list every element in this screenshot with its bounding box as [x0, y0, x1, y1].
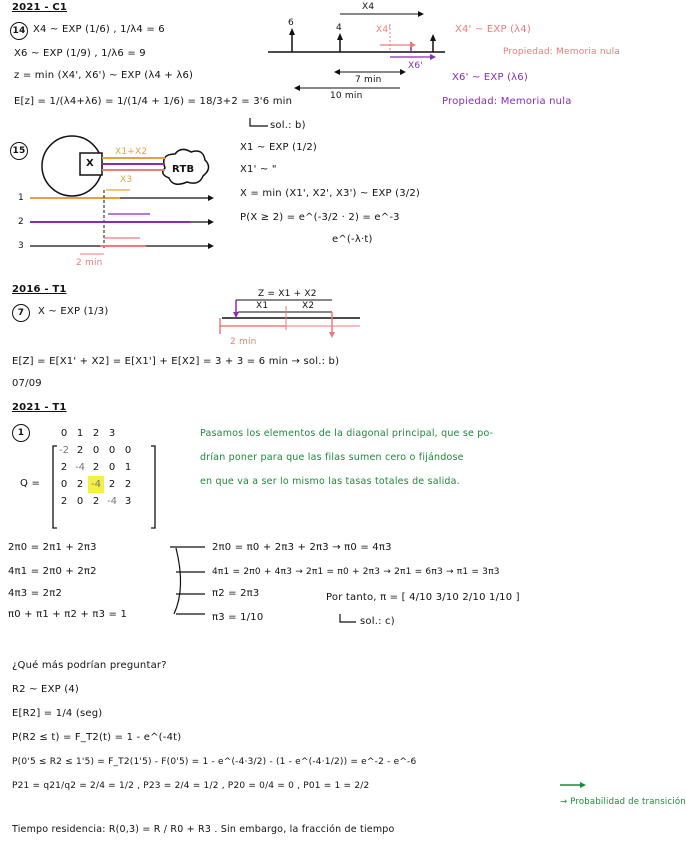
extra-l5: P21 = q21/q2 = 2/4 = 1/2 , P23 = 2/4 = 1/2 , P20 = 0/4 = 0 , P01 = 1 = 2/2 [12, 781, 370, 791]
sol-arrow-1 [340, 614, 356, 622]
pi-vector: Por tanto, π = [ 4/10 3/10 2/10 1/10 ] [326, 592, 520, 603]
p15-line-2: 2 [18, 217, 24, 227]
p15-x3: X3 [120, 175, 133, 185]
p14-line2: X6 ~ EXP (1/9) , 1/λ6 = 9 [14, 48, 146, 59]
matrix-cell: -4 [75, 462, 85, 473]
p15-r3: X = min (X1', X2', X3') ~ EXP (3/2) [240, 188, 421, 199]
p14-sol: sol.: b) [270, 120, 306, 131]
green-note-line3: en que va a ser lo mismo las tasas totales de salida. [200, 476, 460, 487]
dia-x6p: X6' [408, 61, 423, 71]
matrix-cell: -4 [107, 496, 117, 507]
problem-7-number: 7 [12, 304, 30, 322]
row-label: 2 [124, 479, 132, 490]
p14-line3: z = min (X4', X6') ~ EXP (λ4 + λ6) [14, 70, 194, 81]
matrix-cell: 0 [60, 479, 68, 490]
col-header: 1 [76, 428, 84, 439]
p7-timeline-diagram [220, 300, 360, 338]
p1-sol: sol.: c) [360, 616, 395, 627]
p7-line1: X ~ EXP (1/3) [38, 306, 109, 317]
p15-line-3: 3 [18, 241, 24, 251]
dia-7min: 7 min [355, 75, 382, 85]
row-label: 3 [124, 496, 132, 507]
matrix-cell: 0 [92, 445, 100, 456]
eq-left-4: π0 + π1 + π2 + π3 = 1 [8, 609, 128, 620]
row-label: 1 [124, 462, 132, 473]
row-label: 0 [124, 445, 132, 456]
extra-l3: P(R2 ≤ t) = F_T2(t) = 1 - e^(-4t) [12, 732, 182, 743]
extra-l6: Tiempo residencia: R(0,3) = R / R0 + R3 . Sin embargo, la fracción de tiempo [12, 824, 395, 835]
matrix-cell: 2 [76, 445, 84, 456]
note-purple1: X6' ~ EXP (λ6) [452, 72, 528, 83]
section-title-2021-t1: 2021 - T1 [12, 402, 67, 413]
problem-15-number: 15 [10, 142, 28, 160]
extra-question: ¿Qué más podrían preguntar? [12, 660, 167, 671]
eq-left-3: 4π3 = 2π2 [8, 588, 63, 599]
section-title-2021-c1: 2021 - C1 [12, 2, 68, 13]
p7-line3: 07/09 [12, 378, 42, 389]
matrix-cell: 0 [108, 445, 116, 456]
matrix-cell: 0 [108, 462, 116, 473]
p14-line4: E[z] = 1/(λ4+λ6) = 1/(1/4 + 1/6) = 18/3+2 = 3'6 min [14, 96, 293, 107]
eq-right-4: π3 = 1/10 [212, 612, 264, 623]
matrix-right-bracket [151, 446, 155, 528]
equation-arrows [170, 547, 205, 614]
col-header: 3 [108, 428, 116, 439]
matrix-cell: 2 [60, 462, 68, 473]
matrix-cell: 2 [92, 462, 100, 473]
dia-x4p: X4' [376, 25, 391, 35]
transition-matrix [56, 425, 136, 510]
dia-x4: X4 [362, 2, 375, 12]
p14-line1: X4 ~ EXP (1/6) , 1/λ4 = 6 [33, 24, 165, 35]
p15-r5: e^(-λ·t) [332, 234, 373, 245]
matrix-cell: 2 [60, 496, 68, 507]
matrix-cell: 2 [76, 479, 84, 490]
p15-r2: X1' ~ " [240, 164, 277, 175]
col-header: 2 [92, 428, 100, 439]
extra-l1: R2 ~ EXP (4) [12, 684, 79, 695]
matrix-cell: -2 [59, 445, 69, 456]
p7-dia-z: Z = X1 + X2 [258, 289, 317, 299]
p15-r1: X1 ~ EXP (1/2) [240, 142, 318, 153]
p15-line-1: 1 [18, 193, 24, 203]
note-purple2: Propiedad: Memoria nula [442, 96, 572, 107]
dia-n4: 4 [336, 23, 342, 33]
p15-x1x2: X1+X2 [115, 147, 148, 157]
extra-l4: P(0'5 ≤ R2 ≤ 1'5) = F_T2(1'5) - F(0'5) = 1 - e^(-4·3/2) - (1 - e^(-4·1/2)) = e^-2 - e^-6 [12, 757, 417, 767]
matrix-cell-highlighted: -4 [88, 476, 104, 493]
eq-right-3: π2 = 2π3 [212, 588, 260, 599]
green-note-line2: drían poner para que las filas sumen cero o fijándose [200, 452, 464, 463]
dia-n6: 6 [288, 18, 294, 28]
p15-box-x: X [86, 158, 94, 169]
section-title-2016-t1: 2016 - T1 [12, 284, 67, 295]
extra-l5-note: → Probabilidad de transición [560, 797, 686, 807]
col-header: 0 [60, 428, 68, 439]
p7-dia-2min: 2 min [230, 337, 257, 347]
p15-r4: P(X ≥ 2) = e^(-3/2 · 2) = e^-3 [240, 212, 400, 223]
p7-dia-x2: X2 [302, 301, 315, 311]
p7-line2: E[Z] = E[X1' + X2] = E[X1'] + E[X2] = 3 + 3 = 6 min → sol.: b) [12, 356, 340, 367]
dia-10min: 10 min [330, 91, 363, 101]
eq-left-2: 4π1 = 2π0 + 2π2 [8, 566, 97, 577]
eq-right-1: 2π0 = π0 + 2π3 + 2π3 → π0 = 4π3 [212, 542, 392, 553]
extra-l2: E[R2] = 1/4 (seg) [12, 708, 103, 719]
sol-arrow-14 [250, 118, 268, 126]
p7-dia-x1: X1 [256, 301, 269, 311]
p15-rtb: RTB [172, 164, 195, 175]
green-note-line1: Pasamos los elementos de la diagonal principal, que se po- [200, 428, 494, 439]
note-pink2: Propiedad: Memoria nula [503, 47, 621, 57]
problem-14-number: 14 [10, 22, 28, 40]
eq-right-2: 4π1 = 2π0 + 4π3 → 2π1 = π0 + 2π3 → 2π1 = 6π3 → π1 = 3π3 [212, 567, 500, 577]
matrix-cell: 2 [92, 496, 100, 507]
problem-1-number: 1 [12, 424, 30, 442]
matrix-cell: 2 [108, 479, 116, 490]
matrix-cell: 0 [76, 496, 84, 507]
p15-2min: 2 min [76, 258, 103, 268]
q-label: Q = [20, 478, 41, 489]
eq-left-1: 2π0 = 2π1 + 2π3 [8, 542, 97, 553]
note-pink1: X4' ~ EXP (λ4) [455, 24, 531, 35]
